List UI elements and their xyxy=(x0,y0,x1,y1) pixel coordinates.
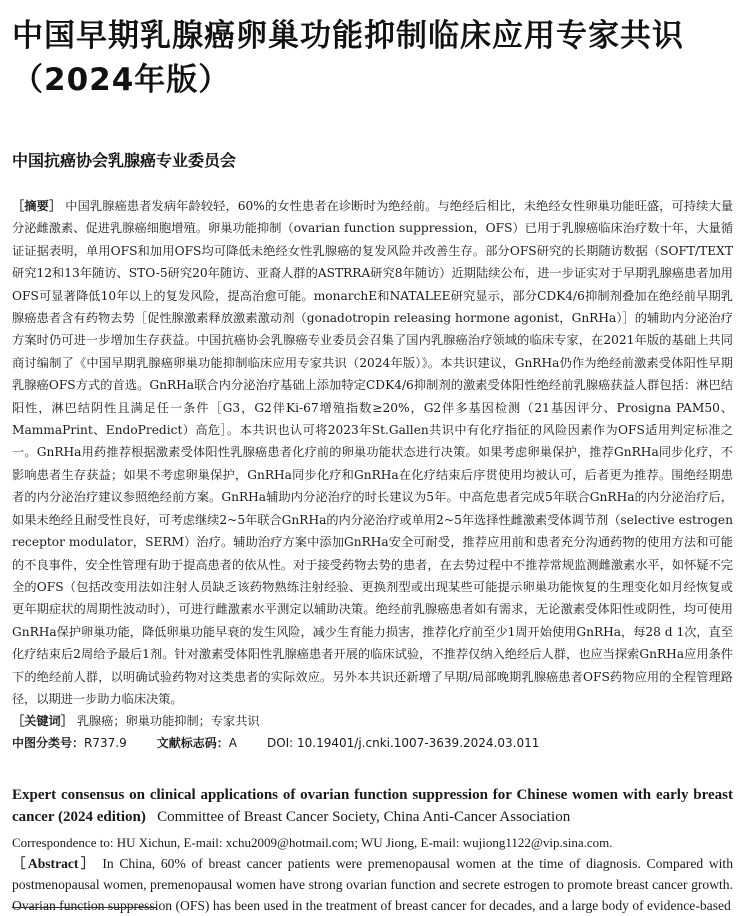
doi: DOI: 10.19401/j.cnki.1007-3639.2024.03.011 xyxy=(266,736,540,751)
doc-label: 文献标志码： xyxy=(156,736,229,751)
footnote-divider xyxy=(12,907,157,908)
english-abstract-label: ［Abstract］ xyxy=(12,856,97,872)
page-title: 中国早期乳腺癌卵巢功能抑制临床应用专家共识（2024年版） xyxy=(12,18,684,98)
keywords-label: ［关键词］ xyxy=(12,714,73,729)
english-title: Expert consensus on clinical applications of ovarian function suppression for Chinese women with early breast cancer (2024 edition) xyxy=(12,787,733,826)
doc-value: A xyxy=(228,736,237,751)
abstract-label: ［摘要］ xyxy=(12,199,62,213)
keywords xyxy=(12,710,733,732)
chinese-abstract xyxy=(12,195,733,710)
clc-code xyxy=(12,732,127,754)
clc-value: R737.9 xyxy=(84,736,127,751)
english-title-block xyxy=(12,784,733,828)
classification-line xyxy=(12,732,733,754)
abstract-text: 中国乳腺癌患者发病年龄较轻，60%的女性患者在诊断时为绝经前。与绝经后相比，未绝经女性卵巢功能旺盛，可持续大量分泌雌激素、促进乳腺癌细胞增殖。卵巢功能抑制（ovarian function suppression，OFS）已用于乳腺癌临床治疗数十年，大量循证证据表明，单用OFS和加用OFS均可降低未绝经女性乳腺癌的复发风险并改善生存。部分OFS研究的长期随访数据（SOFT/TEXT研究12和13年随访、STO-5研究20年随访、亚裔人群的ASTRRA研究8年随访）近期陆续公布，进一步证实对于早期乳腺癌患者加用OFS可显著降低10年以上的复发风险，提高治愈可能。monarchE和NATALEE研究显示，部分CDK4/6抑制剂叠加在绝经前早期乳腺癌患者含有药物去势［促性腺激素释放激素激动剂（gonadotropin releasing hormone agonist，GnRHa）］的辅助内分泌治疗方案时仍可进一步增加生存获益。中国抗癌协会乳腺癌专业委员会召集了国内乳腺癌治疗领域的临床专家，在2021年版的基础上共同商讨编制了《中国早期乳腺癌卵巢功能抑制临床应用专家共识（2024年版）》。本共识建议，GnRHa仍作为绝经前激素受体阳性早期乳腺癌OFS方式的首选。GnRHa联合内分泌治疗基础上添加特定CDK4/6抑制剂的激素受体阳性绝经前乳腺癌获益人群包括：淋巴结阳性，淋巴结阴性且满足任一条件［G3，G2伴Ki-67增殖指数≥20%，G2伴多基因检测（21基因评分、Prosigna PAM50、MammaPrint、EndoPredict）高危］。本共识也认可将2023年St.Gallen共识中有化疗指征的风险因素作为OFS适用判定标准之一。GnRHa用药推荐根据激素受体阳性乳腺癌患者化疗前的卵巢功能状态进行决策。如果考虑卵巢保护，推荐GnRHa同步化疗，不影响患者生存获益；如果不考虑卵巢保护，GnRHa同步化疗和GnRHa在化疗结束后序贯使用均被认可，后者更为推荐。围绝经期患者的内分泌治疗建议参照绝经前方案。GnRHa辅助内分泌治疗的时长建议为5年。中高危患者完成5年联合GnRHa的内分泌治疗后，如果未绝经且耐受性良好，可考虑继续2~5年联合GnRHa的内分泌治疗或单用2~5年选择性雌激素受体调节剂（selective estrogen receptor modulator，SERM）治疗。辅助治疗方案中添加GnRHa安全可耐受，推荐应用前和患者充分沟通药物的使用方法和可能的不良事件，安全性管理有助于提高患者的依从性。对于接受药物去势的患者，在去势过程中不推荐常规监测雌激素水平，如怀疑不完全的OFS（包括改变用法如注射人员缺乏该药物熟练注射经验、更换剂型或出现某些可能提示卵巢功能恢复的生理变化如月经恢复或更年期症状的周期性波动时），可进行雌激素水平测定以辅助决策。绝经前乳腺癌患者如有需求，无论激素受体阳性或阴性，均可使用GnRHa保护卵巢功能，降低卵巢功能早衰的发生风险，减少生育能力损害，推荐化疗前至少1周开始使用GnRHa，每28 d 1次，直至化疗结束后2周给予最后1剂。针对激素受体阳性乳腺癌患者开展的临床试验，不推荐仅纳入绝经后人群，也应当探索GnRHa应用条件下的绝经前人群，以明确试验药物对这类患者的实际效应。另外本共识还新增了早期/局部晚期乳腺癌患者OFS药物应用的全程管理路径，以期进一步助力临床决策。 xyxy=(12,199,734,706)
correspondence: Correspondence to: HU Xichun, E-mail: xchu2009@hotmail.com; WU Jiong, E-mail: wujiong1122@vip.sina.com. xyxy=(12,835,613,851)
author-committee: 中国抗癌协会乳腺癌专业委员会 xyxy=(12,151,237,170)
document-code xyxy=(157,732,237,754)
keywords-text: 乳腺癌；卵巢功能抑制；专家共识 xyxy=(76,714,260,729)
clc-label: 中图分类号： xyxy=(12,736,85,751)
english-abstract-text: In China, 60% of breast cancer patients were premenopausal women at the time of diagnosis. Compared with postmenopausal women, premenopausal women have strong ovarian function and secrete estrogen to promote breast cancer growth. Ovarian function suppression (OFS) has been used in the treatment of breast cancer for decades, and a large body of evidence-based xyxy=(12,856,733,914)
english-author: Committee of Breast Cancer Society, China Anti-Cancer Association xyxy=(157,809,571,826)
